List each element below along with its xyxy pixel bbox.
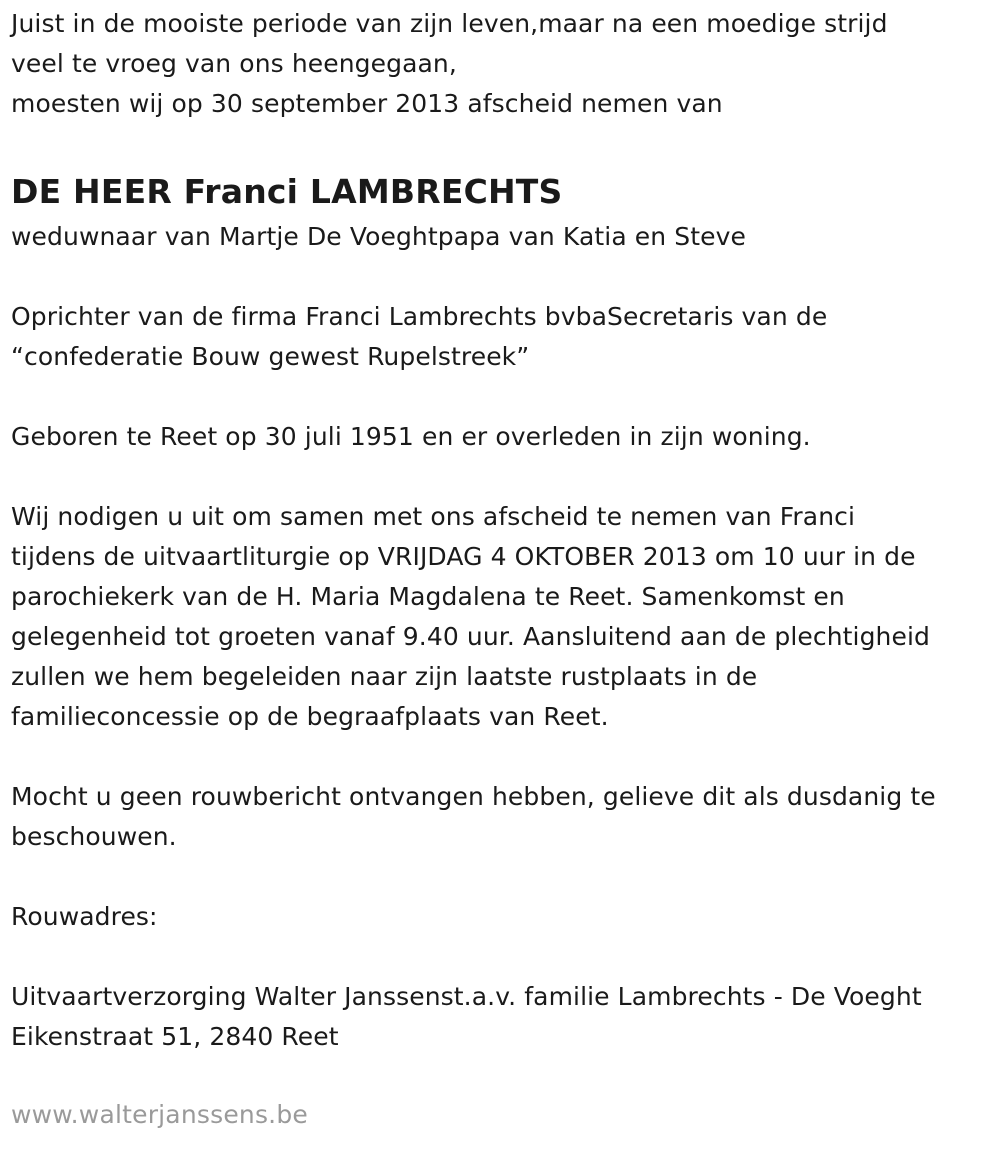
- notice-line: Mocht u geen rouwbericht ontvangen hebben, gelieve dit als dusdanig te: [11, 782, 936, 811]
- intro-line: veel te vroeg van ons heengegaan,: [11, 49, 457, 78]
- invitation-paragraph: [11, 497, 996, 737]
- mourning-address-line: Uitvaartverzorging Walter Janssenst.a.v. familie Lambrechts - De Voeght: [11, 982, 922, 1011]
- invitation-line: parochiekerk van de H. Maria Magdalena te Reet. Samenkomst en: [11, 582, 845, 611]
- intro-line: Juist in de mooiste periode van zijn leven,maar na een moedige strijd: [11, 9, 888, 38]
- invitation-line: zullen we hem begeleiden naar zijn laatste rustplaats in de: [11, 662, 758, 691]
- intro-paragraph: [11, 4, 996, 124]
- mourning-address: [11, 977, 996, 1057]
- roles-paragraph: [11, 297, 996, 377]
- intro-line: moesten wij op 30 september 2013 afscheid nemen van: [11, 89, 723, 118]
- website-link[interactable]: www.walterjanssens.be: [11, 1100, 308, 1129]
- roles-line: “confederatie Bouw gewest Rupelstreek”: [11, 342, 530, 371]
- invitation-line: Wij nodigen u uit om samen met ons afscheid te nemen van Franci: [11, 502, 856, 531]
- invitation-line: tijdens de uitvaartliturgie op VRIJDAG 4 OKTOBER 2013 om 10 uur in de: [11, 542, 916, 571]
- deceased-relations: weduwnaar van Martje De Voeghtpapa van Katia en Steve: [11, 222, 746, 251]
- invitation-line: familieconcessie op de begraafplaats van Reet.: [11, 702, 609, 731]
- deceased-name: DE HEER Franci LAMBRECHTS: [11, 172, 563, 211]
- roles-line: Oprichter van de firma Franci Lambrechts bvbaSecretaris van de: [11, 302, 828, 331]
- mourning-address-line: Eikenstraat 51, 2840 Reet: [11, 1022, 339, 1051]
- invitation-line: gelegenheid tot groeten vanaf 9.40 uur. Aansluitend aan de plechtigheid: [11, 622, 931, 651]
- obituary-document: [11, 4, 996, 1057]
- mourning-address-label: Rouwadres:: [11, 902, 158, 931]
- birth-paragraph: Geboren te Reet op 30 juli 1951 en er overleden in zijn woning.: [11, 422, 811, 451]
- notice-line: beschouwen.: [11, 822, 177, 851]
- notice-paragraph: [11, 777, 996, 857]
